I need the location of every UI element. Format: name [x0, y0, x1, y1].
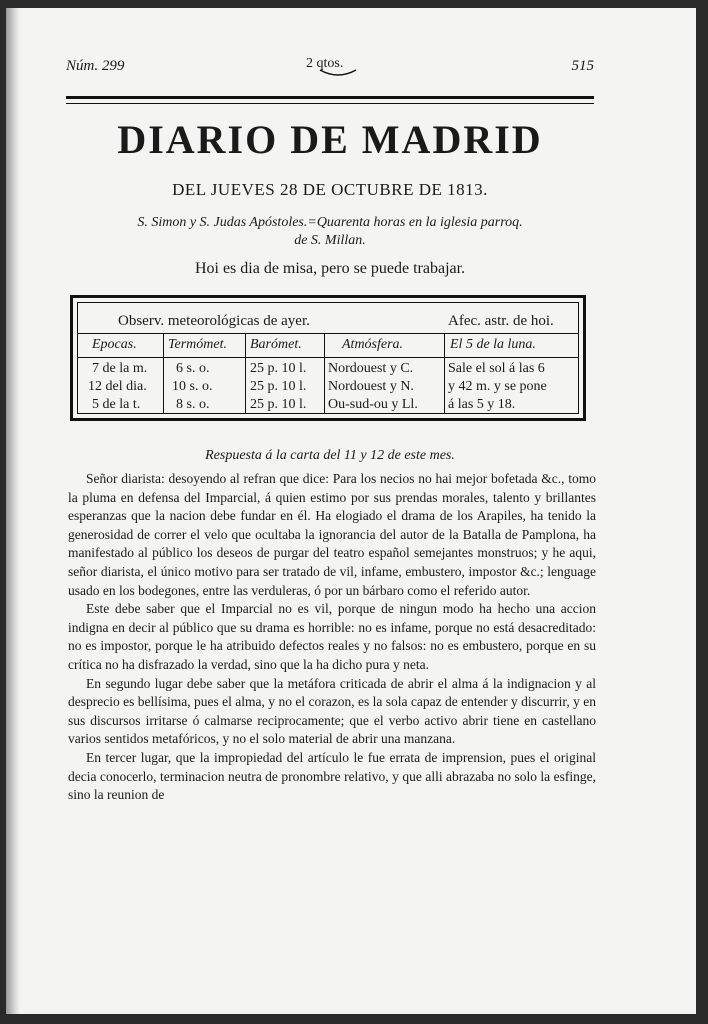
- paragraph-4: En tercer lugar, que la impropiedad del artículo le fue errata de imprension, pues el original decia conocerlo, terminacion neutra de pronombre relativo, y que alli abrazaba no solo la esfinge, sino la reunion de: [68, 749, 596, 803]
- saints-of-the-day: [66, 214, 594, 250]
- paragraph-2: Este debe saber que el Imparcial no es vil, porque de ningun modo ha hecho una accion indigna en decir al público que su drama es horrible: no es infame, porque no está desacreditado: no es impostor, porque le ha atribuido defectos reales y no falsos: no es embustero, porque en su crítica no ha disfrazado la verdad, sino que la ha dicho pura y neta.: [68, 601, 596, 672]
- saints-line-2: de S. Millan.: [294, 233, 366, 248]
- col-header-epocas: Epocas.: [92, 337, 137, 352]
- col-header-barometro: Barómet.: [250, 337, 302, 352]
- row1-termo: 6 s. o.: [176, 361, 210, 376]
- issue-price: 2 qtos.: [306, 56, 344, 71]
- row3-baro: 25 p. 10 l.: [250, 397, 307, 412]
- row1-astro: Sale el sol á las 6: [448, 361, 545, 376]
- row3-astro: á las 5 y 18.: [448, 397, 516, 412]
- col-header-termometro: Termómet.: [168, 337, 227, 352]
- issue-number: Núm. 299: [66, 58, 125, 74]
- paragraph-1: Señor diarista: desoyendo al refran que dice: Para los necios no hai mejor bofetada &c., tomo la pluma en defensa del Imparcial, á quien estimo por sus prendas morales, talento y brillantes esperanzas que la nacion debe fundar en él. Ha elogiado el drama de los Arapiles, ha tenido la generosidad de correr el velo que ocultaba la ignorancia del autor de la Batalla de Pamplona, ha manifestado al público los deseos de purgar del teatro español semejantes monstruos; y he aqui, señor diarista, el único motivo para ser tratado de vil, infame, embustero, impostor &c.; lenguage usado en los bodegones, entre las verduleras, ó por un bárbaro como el referido autor.: [68, 471, 596, 598]
- row3-epoca: 5 de la t.: [92, 397, 141, 412]
- masthead-line: [66, 48, 594, 90]
- weather-astro-title: Afec. astr. de hoi.: [448, 313, 554, 329]
- row2-epoca: 12 del dia.: [88, 379, 147, 394]
- row1-baro: 25 p. 10 l.: [250, 361, 307, 376]
- row3-atmos: Ou-sud-ou y Ll.: [328, 397, 418, 412]
- page-number: 515: [571, 58, 594, 74]
- article-body: [68, 470, 596, 805]
- page-spine-shadow: [6, 8, 20, 1014]
- row2-astro: y 42 m. y se pone: [448, 379, 547, 394]
- row1-atmos: Nordouest y C.: [328, 361, 414, 376]
- newspaper-title: DIARIO DE MADRID: [117, 117, 543, 162]
- swash-ornament-icon: [318, 68, 358, 78]
- row3-termo: 8 s. o.: [176, 397, 210, 412]
- col-header-luna: El 5 de la luna.: [450, 337, 536, 352]
- paragraph-3: En segundo lugar debe saber que la metáfora criticada de abrir el alma á la indignacion y al desprecio es bellísima, pues el alma, y no el corazon, es la sola capaz de entender y discurrir, y en sus discursos irritarse ó calmarse reciprocamente; que el verbo activo abrir tiene en castellano varios sentidos metafóricos, y no el solo material de abrir una manzana.: [68, 675, 596, 747]
- issue-date: DEL JUEVES 28 DE OCTUBRE DE 1813.: [172, 180, 488, 199]
- newspaper-page: [6, 8, 696, 1014]
- row2-atmos: Nordouest y N.: [328, 379, 414, 394]
- mass-note: Hoi es dia de misa, pero se puede trabajar.: [194, 260, 466, 277]
- row2-baro: 25 p. 10 l.: [250, 379, 307, 394]
- row1-epoca: 7 de la m.: [92, 361, 148, 376]
- col-header-atmosfera: Atmósfera.: [342, 337, 404, 352]
- weather-obs-title: Observ. meteorológicas de ayer.: [118, 313, 310, 329]
- article-title: Respuesta á la carta del 11 y 12 de este mes.: [205, 448, 455, 463]
- header-rule: [66, 96, 594, 104]
- row2-termo: 10 s. o.: [172, 379, 213, 394]
- weather-table: [70, 295, 586, 421]
- saints-line-1: S. Simon y S. Judas Apóstoles.=Quarenta horas en la iglesia parroq.: [137, 215, 523, 230]
